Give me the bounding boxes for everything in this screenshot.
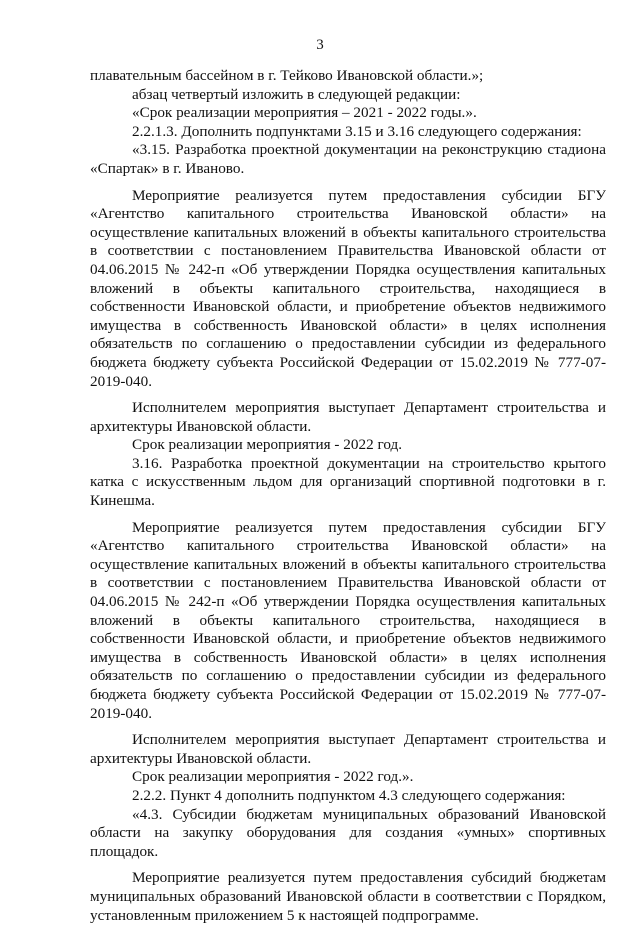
paragraph: Исполнителем мероприятия выступает Департамент строительства и архитектуры Ивановской области. (90, 399, 606, 435)
paragraph: «3.15. Разработка проектной документации на реконструкцию стадиона «Спартак» в г. Иваново. (90, 141, 606, 177)
paragraph: «Срок реализации мероприятия – 2021 - 2022 годы.». (132, 104, 477, 122)
paragraph: Срок реализации мероприятия - 2022 год. (132, 436, 402, 454)
paragraph: Срок реализации мероприятия - 2022 год.». (132, 768, 414, 786)
document-body (90, 67, 606, 925)
paragraph: абзац четвертый изложить в следующей редакции: (132, 85, 461, 103)
paragraph: «4.3. Субсидии бюджетам муниципальных образований Ивановской области на закупку оборудования для создания «умных» спортивных площадок. (90, 805, 606, 860)
page-number: 3 (316, 37, 324, 53)
paragraph: 2.2.1.3. Дополнить подпунктами 3.15 и 3.16 следующего содержания: (132, 122, 582, 140)
paragraph: 3.16. Разработка проектной документации на строительство крытого катка с искусственным льдом для организаций спортивной подготовки в г. Кинешма. (90, 454, 606, 510)
paragraph: Исполнителем мероприятия выступает Департамент строительства и архитектуры Ивановской области. (90, 731, 606, 767)
paragraph: Мероприятие реализуется путем предоставления субсидии БГУ «Агентство капитального строительства Ивановской области» на осуществление капитальных вложений в объекты капитального строительства в соответствии с постановлением Правительства Ивановской области от 04.06.2015 № 242-п «Об утверждении Порядка осуществления капитальных вложений в объекты капитального строительства, находящиеся в собственности Ивановской области, и приобретение объектов недвижимого имущества в собственность Ивановской области» в целях исполнения обязательств по соглашению о предоставлении субсидии из федерального бюджета бюджету субъекта Российской Федерации от 15.02.2019 № 777-07-2019-040. (90, 186, 606, 390)
paragraph: 2.2.2. Пункт 4 дополнить подпунктом 4.3 следующего содержания: (132, 786, 566, 804)
paragraph: плавательным бассейном в г. Тейково Ивановской области.»; (90, 67, 484, 84)
paragraph: Мероприятие реализуется путем предоставления субсидии БГУ «Агентство капитального строительства Ивановской области» на осуществление капитальных вложений в объекты капитального строительства в соответствии с постановлением Правительства Ивановской области от 04.06.2015 № 242-п «Об утверждении Порядка осуществления капитальных вложений в объекты капитального строительства, находящиеся в собственности Ивановской области, и приобретение объектов недвижимого имущества в собственность Ивановской области» в целях исполнения обязательств по соглашению о предоставлении субсидии из федерального бюджета бюджету субъекта Российской Федерации от 15.02.2019 № 777-07-2019-040. (90, 518, 606, 722)
paragraph: Мероприятие реализуется путем предоставления субсидий бюджетам муниципальных образований Ивановской области в соответствии с Порядком, установленным приложением 5 к настоящей подпрограмме. (90, 869, 606, 924)
